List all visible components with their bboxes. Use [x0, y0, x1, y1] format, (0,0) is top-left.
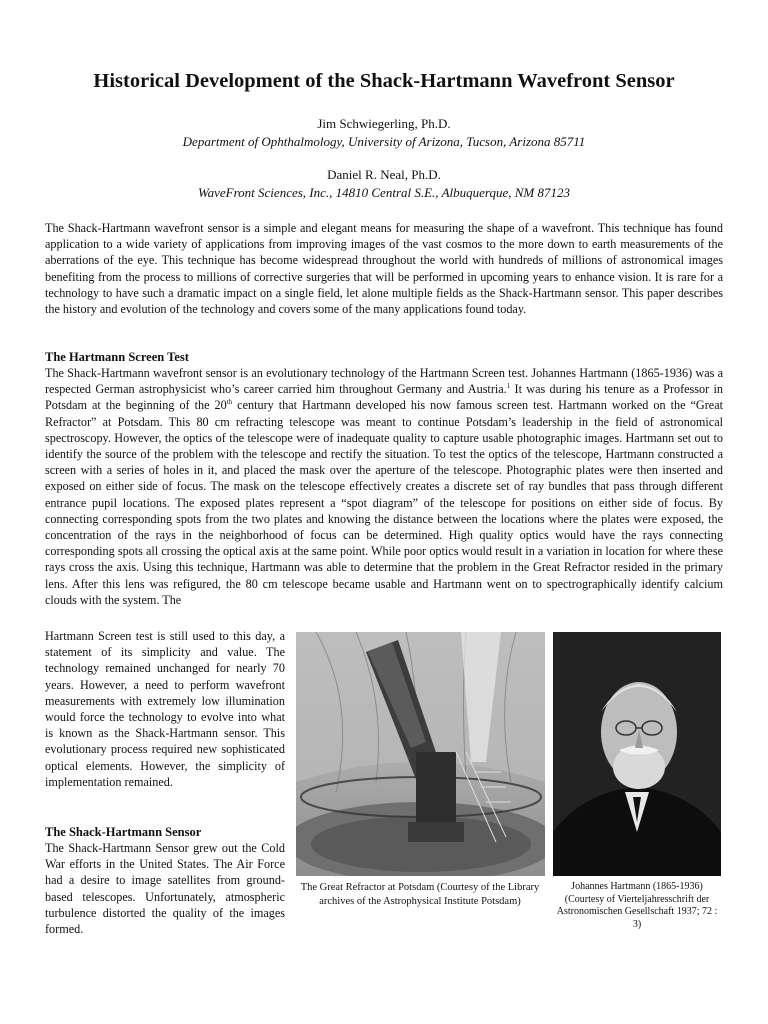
- paper-title: Historical Development of the Shack-Hartmann Wavefront Sensor: [93, 70, 675, 92]
- section1-continued-paragraph: Hartmann Screen test is still used to this day, a statement of its simplicity and value. The technology remained unchanged for nearly 70 years. However, a need to perform wavefront measurements with extremely low illumination would force the technology to evolve into what is known as the Shack-Hartmann sensor. This evolutionary process required new sophisticated optical elements. However, the simplicity of implementation remained.: [45, 629, 285, 789]
- footnote-reference[interactable]: 1: [506, 382, 511, 391]
- section1-text-part-3: century that Hartmann developed his now famous screen test. Hartmann worked on the “Great Refractor” at Potsdam. This 80 cm refracting telescope was meant to continue Potsdam’s leadership in the field of astronomical spectroscopy. However, the optics of the telescope were of inadequate quality to capture usable photographic images. Hartmann set out to identify the source of the problem with the telescope and rectify the situation. To test the optics of the telescope, Hartmann constructed a screen with a series of holes in it, and placed the mask over the aperture of the telescope. Photographic plates were then inserted and exposed on either side of focus. The mask on the telescope effectively creates a discrete set of ray bundles that pass through different entrance pupil locations. The exposed plates represent a “spot diagram” of the telescope for positions on either side of focus. By connecting corresponding spots from the two plates and knowing the distance between the locations where the plates were exposed, the concentration of the rays in the neighborhood of focus can be determined. High quality optics would have the rays connecting corresponding spots all crossing the optical axis at the same point. While poor optics would result in a variation in location for where these rays cross the axis. Using this technique, Hartmann was able to determine that the problem in the Great Refractor resided in the primary lens. After this lens was refigured, the 80 cm telescope became usable and Hartmann went on to spectrographically identify calcium clouds with the system. The: [45, 398, 723, 607]
- section2-paragraph: The Shack-Hartmann Sensor grew out the Cold War efforts in the United States. The Air Force had a desire to image satellites from ground-based telescopes. Unfortunately, atmospheric turbulence distorted the quality of the images formed.: [45, 841, 285, 937]
- section-heading-shack-hartmann-sensor: The Shack-Hartmann Sensor: [45, 825, 202, 839]
- ordinal-suffix: th: [226, 398, 233, 407]
- author-name-1: Jim Schwiegerling, Ph.D.: [317, 116, 451, 131]
- abstract-paragraph: The Shack-Hartmann wavefront sensor is a simple and elegant means for measuring the shape of a wavefront. This technique has found application to a wide variety of applications from improving images of the vast cosmos to the more down to earth measurements of the aberrations of the eye. This technique has become widespread throughout the world with hundreds of millions of astronomical images benefiting from the process to millions of corrective surgeries that will be performed in upcoming years to enhance vision. It is rare for a technology to have such a dramatic impact on a single field, let alone multiple fields as the Shack-Hartmann sensor. This paper describes the history and evolution of the technology and covers some of the many applications found today.: [45, 221, 723, 317]
- section1-paragraph: [45, 365, 723, 608]
- section1-text-part-2: It was during his tenure as a Professor in Potsdam at the beginning of the 20: [45, 382, 723, 413]
- figure-caption-hartmann-portrait: Johannes Hartmann (1865-1936) (Courtesy of Vierteljahresschrift der Astronomischen Gesellschaft 1937; 72 : 3): [556, 881, 718, 930]
- author-name-2: Daniel R. Neal, Ph.D.: [327, 167, 441, 182]
- portrait-image: [553, 632, 721, 876]
- author-affiliation-1: Department of Ophthalmology, University of Arizona, Tucson, Arizona 85711: [182, 134, 586, 149]
- great-refractor-photo: [296, 632, 545, 876]
- figure-caption-great-refractor: The Great Refractor at Potsdam (Courtesy of the Library archives of the Astrophysical Institute Potsdam): [300, 882, 540, 907]
- section1-text-part-1: The Shack-Hartmann wavefront sensor is an evolutionary technology of the Hartmann Screen test. Johannes Hartmann (1865-1936) was a respected German astrophysicist who’s career carried him throughout Germany and Austria.: [45, 366, 723, 397]
- section-heading-hartmann-screen-test: The Hartmann Screen Test: [45, 350, 189, 364]
- observatory-dome-image: [296, 632, 545, 876]
- johannes-hartmann-portrait: [553, 632, 721, 876]
- author-affiliation-2: WaveFront Sciences, Inc., 14810 Central S.E., Albuquerque, NM 87123: [197, 185, 570, 200]
